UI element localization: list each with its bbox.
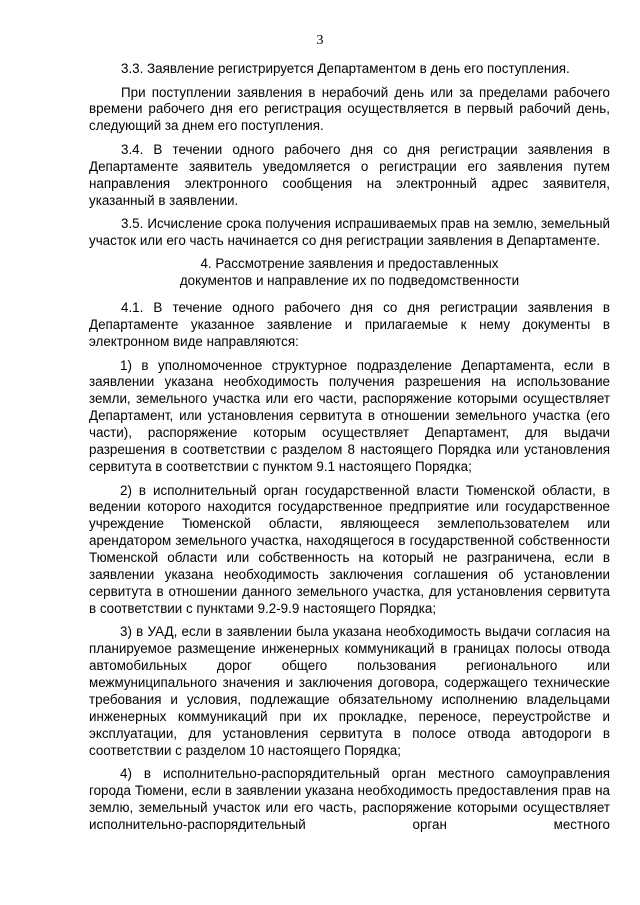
paragraph-4-1: 4.1. В течение одного рабочего дня со дня регистрации заявления в Департаменте указанное заявление и прилагаемые к нему документы в электронном виде направляются: — [89, 300, 610, 350]
section-heading-line-1: 4. Рассмотрение заявления и предоставленных — [200, 256, 499, 272]
paragraph-3-3-continued: При поступлении заявления в нерабочий день или за пределами рабочего времени рабочего дня его регистрация осуществляется в первый рабочий день, следующий за днем его поступления. — [89, 84, 610, 134]
list-item-3: 3) в УАД, если в заявлении была указана необходимость выдачи согласия на планируемое размещение инженерных коммуникаций в границах полосы отвода автомобильных дорог общего пользования регионального или межмуниципального значения и заключения договора, содержащего технические требования и условия, подлежащие обязательному исполнению владельцами инженерных коммуникаций при их прокладке, переносе, переустройстве и эксплуатации, для установления сервитута в полосе отвода автодороги в соответствии с разделом 10 настоящего Порядка; — [89, 624, 610, 758]
paragraph-3-5: 3.5. Исчисление срока получения испрашиваемых прав на землю, земельный участок или его часть начинается со дня регистрации заявления в Департаменте. — [89, 216, 610, 248]
section-heading-line-2: документов и направление их по подведомственности — [179, 273, 520, 289]
list-item-1: 1) в уполномоченное структурное подразделение Департамента, если в заявлении указана необходимость получения разрешения на использование земли, земельного участка или его части, распоряжение которыми осуществляет Департамент, или установления сервитута в отношении земельного участка (его части), распоряжение которым осуществляет Департамент, для выдачи разрешения в соответствии с разделом 8 настоящего Порядка или установления сервитута в соответствии с пунктом 9.1 настоящего Порядка; — [89, 357, 610, 474]
section-4-heading — [89, 256, 610, 290]
page-number: 3 — [316, 33, 324, 48]
document-body — [89, 61, 610, 851]
list-item-4: 4) в исполнительно-распорядительный орган местного самоуправления города Тюмени, если в заявлении указана необходимость предоставления прав на землю, земельный участок или его часть, распоряжение которыми осуществляет исполнительно-распорядительный орган местного — [89, 766, 610, 832]
paragraph-3-3: 3.3. Заявление регистрируется Департаментом в день его поступления. — [121, 61, 570, 76]
paragraph-3-4: 3.4. В течении одного рабочего дня со дня регистрации заявления в Департаменте заявитель уведомляется о регистрации его заявления путем направления электронного сообщения на электронный адрес заявителя, указанный в заявлении. — [89, 141, 610, 208]
list-item-2: 2) в исполнительный орган государственной власти Тюменской области, в ведении которого находится государственное предприятие или государственное учреждение Тюменской области, являющееся землепользователем или арендатором земельного участка, находящегося в государственной собственности Тюменской области или собственность на который не разграничена, если в заявлении указана необходимость заключения соглашения об установлении сервитута в отношении данного земельного участка, для установления сервитута в соответствии с пунктами 9.2-9.9 настоящего Порядка; — [89, 482, 610, 616]
